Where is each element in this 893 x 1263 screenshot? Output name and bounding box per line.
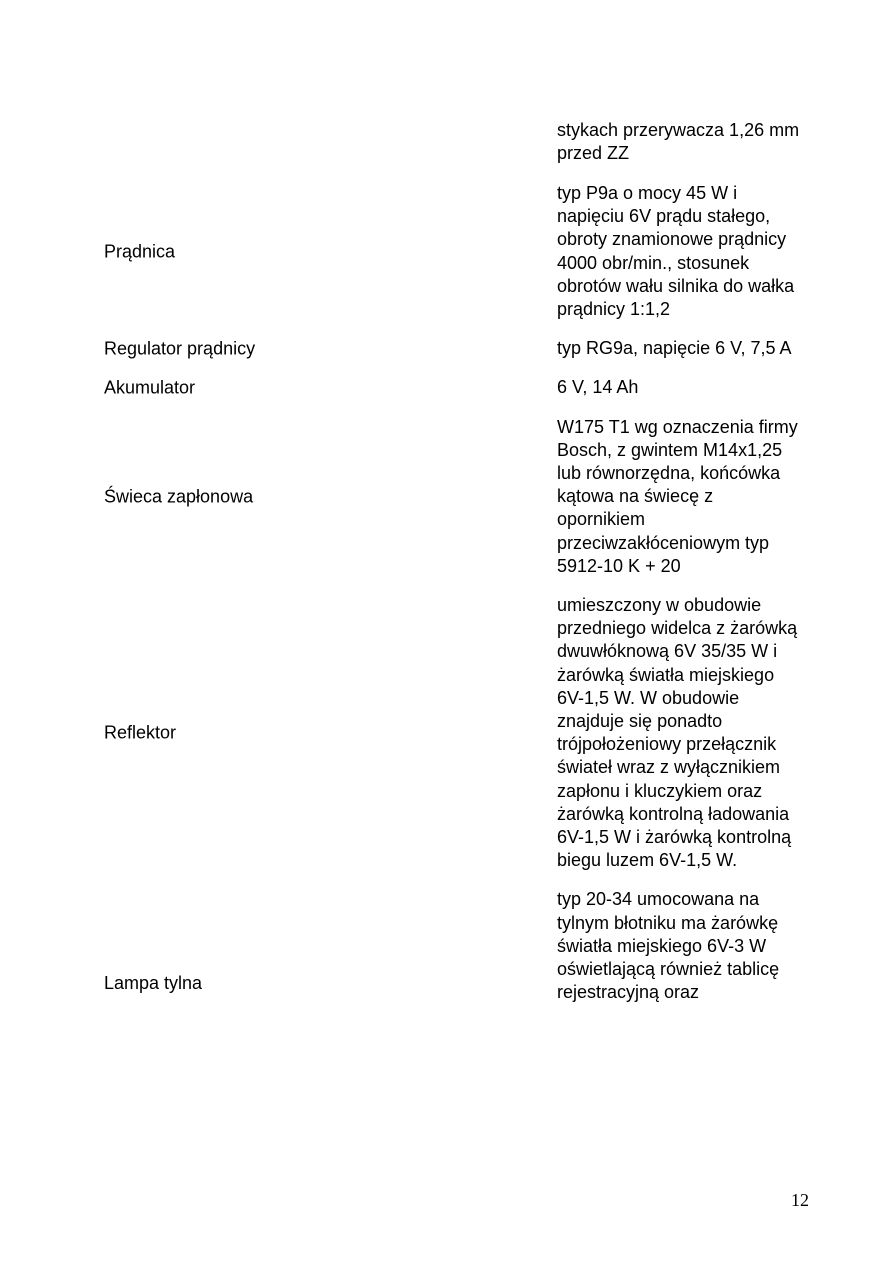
spec-row-reflektor (0, 594, 893, 872)
spec-value: 6 V, 14 Ah (557, 377, 639, 398)
spec-row-akumulator (0, 376, 893, 399)
spec-label: Świeca zapłonowa (104, 486, 254, 507)
spec-value: umieszczony w obudowie przedniego widelca z żarówką dwuwłóknową 6V 35/35 W i żarówką światła miejskiego 6V-1,5 W. W obudowie znajduje się ponadto trójpołożeniowy przełącznik świateł wraz z wyłącznikiem zapłonu i kluczykiem oraz żarówką kontrolną ładowania 6V-1,5 W i żarówką kontrolną biegu luzem 6V-1,5 W. (557, 595, 798, 871)
spec-label: Lampa tylna (104, 973, 203, 994)
spec-label: Regulator prądnicy (104, 338, 256, 359)
spec-value: W175 T1 wg oznaczenia firmy Bosch, z gwintem M14x1,25 lub równorzędna, końcówka kątowa na świecę z opornikiem przeciwzakłóceniowym typ 5912-10 K + 20 (557, 416, 798, 576)
spec-label: Prądnica (104, 241, 176, 262)
spec-row-regulator (0, 337, 893, 360)
spec-row-swieca (0, 416, 893, 578)
page-number: 12 (791, 1190, 809, 1210)
spec-label: Reflektor (104, 722, 177, 743)
spec-value: typ RG9a, napięcie 6 V, 7,5 A (557, 338, 792, 359)
continued-spec-text: stykach przerywacza 1,26 mm przed ZZ (557, 120, 800, 164)
spec-value: typ P9a o mocy 45 W i napięciu 6V prądu stałego, obroty znamionowe prądnicy 4000 obr/min., stosunek obrotów wału silnika do wałka prądnicy 1:1,2 (557, 183, 795, 320)
spec-value: typ 20-34 umocowana na tylnym błotniku ma żarówkę światła miejskiego 6V-3 W oświetlającą również tablicę rejestracyjną oraz (557, 889, 780, 1003)
spec-row-lampa (0, 888, 893, 1004)
spec-table (0, 182, 893, 1139)
spec-row-pradnica (0, 182, 893, 321)
spec-label: Akumulator (104, 377, 196, 398)
